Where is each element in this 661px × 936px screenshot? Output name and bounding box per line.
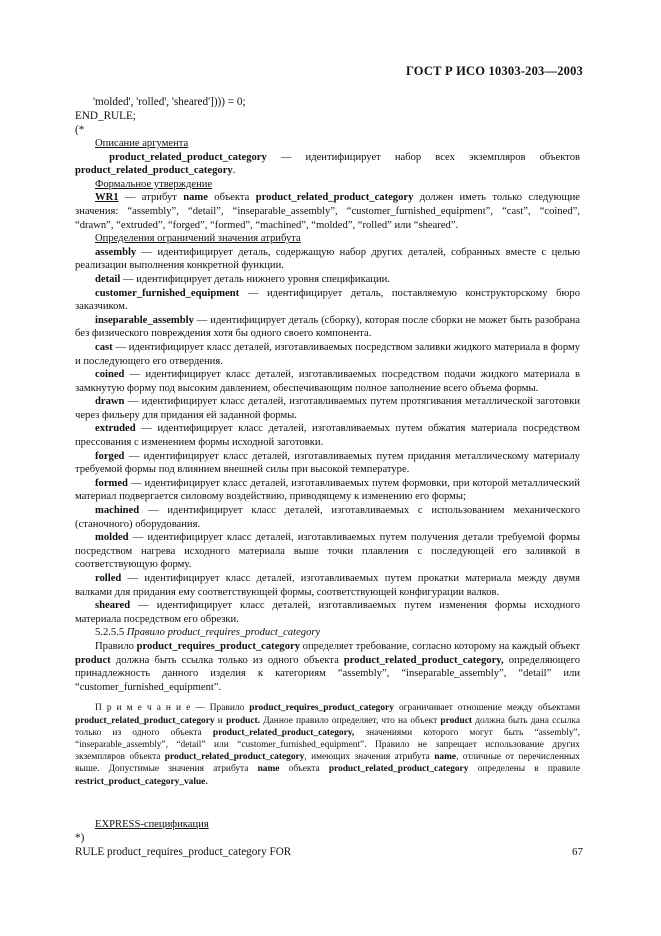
code-line: RULE product_requires_product_category FOR bbox=[75, 846, 292, 859]
attribute-definitions-heading: Определения ограничений значения атрибута bbox=[95, 233, 301, 245]
note-paragraph: П р и м е ч а н и е — Правило product_requires_product_category ограничивает отношение между объектами product_related_product_category и product. Данное правило определяет, что на объект product должна быть дана ссылка только из одного объекта product_related_product_category, значениями которого могут быть “assembly”, “inseparable_assembly”, “detail” или “customer_furnished_equipment”. Правило не запрещает использование других экземпляров объекта product_related_product_category, имеющих значения атрибута name, отличные от перечисленных выше. Допустимые значения атрибута name объекта product_related_product_category определены в правиле restrict_product_category_value. bbox=[75, 703, 581, 787]
definition-item: rolled — идентифицирует класс деталей, изготавливаемых путем прокатки материала между двумя валками для придания ему соответствующей формы, соответствующей конфигурации валков. bbox=[75, 573, 580, 598]
formal-statement-heading: Формальное утверждение bbox=[95, 178, 213, 190]
definition-item: sheared — идентифицирует класс деталей, изготавливаемых путем изменения формы исходного материала посредством его обрезки. bbox=[75, 600, 580, 625]
definition-item: inseparable_assembly — идентифицирует деталь (сборку), которая после сборки не может быть разобрана без физического повреждения хотя бы одного своего компонента. bbox=[75, 314, 580, 340]
attribute-definitions-list bbox=[75, 246, 580, 627]
definition-item: assembly — идентифицирует деталь, содержащую набор других деталей, собранных вместе с целью реализации выполнения конкретной функции. bbox=[75, 246, 580, 272]
code-line: END_RULE; bbox=[75, 110, 136, 122]
page-body bbox=[75, 95, 580, 859]
formal-statement: WR1 — атрибут name объекта product_related_product_category должен иметь только следующие значения: “assembly”, “detail”, “inseparable_assembly”, “customer_furnished_equipment”, “cast”, “coined”, “drawn”, “extruded”, “forged”, “formed”, “machined”, “molded”, “rolled” или “sheared”. bbox=[75, 192, 581, 231]
definition-item: formed — идентифицирует класс деталей, изготавливаемых путем формовки, при которой металлический материал подвергается силовому воздействию, приводящему к изменению его формы; bbox=[75, 477, 580, 503]
argument-description-heading: Описание аргумента bbox=[95, 138, 189, 149]
document-code-header: ГОСТ Р ИСО 10303-203—2003 bbox=[405, 64, 583, 78]
code-line: 'molded', 'rolled', 'sheared']))) = 0; bbox=[93, 96, 246, 108]
rule-description: Правило product_requires_product_category определяет требование, согласно которому на каждый объект product должна быть ссылка только из одного объекта product_related_product_category, определяющего принадлежность данного изделия к категориям “assembly”, “inseparable_assembly”, “detail” или “customer_furnished_equipment”. bbox=[75, 640, 580, 693]
page-number: 67 bbox=[572, 846, 583, 858]
definition-item: forged — идентифицирует класс деталей, изготавливаемых путем придания металлическому материалу требуемой формы под влиянием внешней силы при высокой температуре. bbox=[75, 450, 580, 476]
argument-description: product_related_product_category — идентифицирует набор всех экземпляров объектов product_related_product_category. bbox=[75, 151, 580, 177]
definition-item: cast — идентифицирует класс деталей, изготавливаемых посредством заливки жидкого материала в форму и последующего его отвердения. bbox=[75, 341, 580, 367]
code-line: *) bbox=[75, 832, 85, 845]
rule-section-heading: 5.2.5.5 Правило product_requires_product_category bbox=[95, 627, 321, 639]
definition-item: detail — идентифицирует деталь нижнего уровня спецификации. bbox=[95, 273, 390, 285]
definition-item: extruded — идентифицирует класс деталей, изготавливаемых путем обжатия материала посредством прессования с изменением формы исходной заготовки. bbox=[75, 423, 580, 449]
definition-item: coined — идентифицирует класс деталей, изготавливаемых посредством подачи жидкого материала в замкнутую форму под высоким давлением, обеспечивающим полное заполнение всего объема формы. bbox=[75, 369, 580, 394]
definition-item: molded — идентифицирует класс деталей, изготавливаемых путем получения детали требуемой формы посредством нагрева исходного материала выше точки плавления с последующей его заливкой в соответствующую форму. bbox=[75, 532, 580, 571]
code-line: (* bbox=[75, 124, 85, 136]
express-spec-heading: EXPRESS-спецификация bbox=[95, 818, 209, 830]
definition-item: machined — идентифицирует класс деталей, изготавливаемых с использованием механического (станочного) оборудования. bbox=[75, 505, 580, 530]
definition-item: drawn — идентифицирует класс деталей, изготавливаемых путем протягивания металлической заготовки через фильеру для придания ей заданной формы. bbox=[75, 396, 580, 421]
definition-item: customer_furnished_equipment — идентифицирует деталь, поставляемую конструкторскому бюро заказчиком. bbox=[75, 287, 580, 313]
